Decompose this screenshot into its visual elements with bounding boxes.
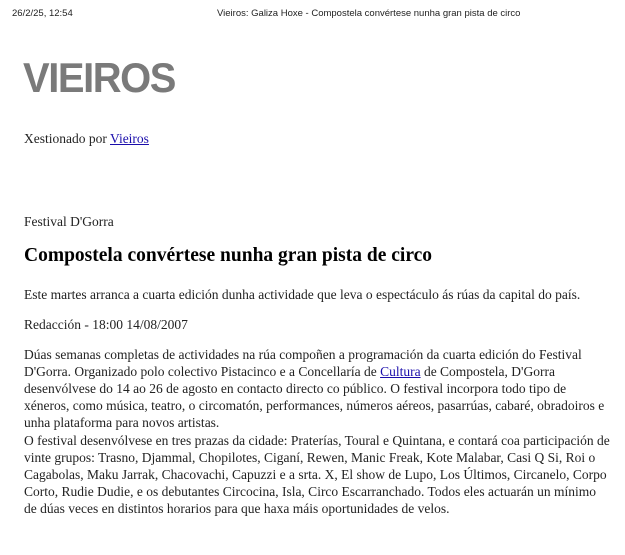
article-headline: Compostela convértese nunha gran pista de circo: [24, 245, 433, 266]
vieiros-logo[interactable]: [23, 57, 183, 97]
logo-text: VIEIROS: [23, 57, 176, 97]
print-date: 26/2/25, 12:54: [12, 8, 73, 19]
print-header: [12, 8, 613, 22]
print-page-title: Vieiros: Galiza Hoxe - Compostela convértese nunha gran pista de circo: [217, 8, 521, 19]
cultura-link[interactable]: Cultura: [380, 364, 421, 379]
article-paragraph-1: [24, 346, 612, 431]
paragraph-1-text-start: Dúas semanas completas de actividades na rúa compoñen a programación da cuarta edición do Festival D'Gorra. Organizado polo colectivo Pistacinco e a Concellaría de: [24, 347, 582, 379]
article-lead: Este martes arranca a cuarta edición dunha actividade que leva o espectáculo ás rúas da capital do país.: [24, 287, 581, 302]
managed-by-label: Xestionado por: [24, 131, 107, 146]
vieiros-link[interactable]: Vieiros: [110, 131, 149, 146]
article-byline: Redacción - 18:00 14/08/2007: [24, 317, 188, 332]
article-paragraph-2: O festival desenvólvese en tres prazas da cidade: Praterías, Toural e Quintana, e contará coa participación de vinte grupos: Trasno, Djammal, Chopilotes, Ciganí, Rewen, Manic Freak, Kote Malabar, Casi Q Si, Roi o Cagabolas, Maku Jarrak, Chacovachi, Capuzzi e a srta. X, El show de Lupo, Los Últimos, Circanelo, Corpo Corto, Rudie Dudie, e os debutantes Circocina, Isla, Circo Escarranchado. Todos eles actuarán un mínimo de dúas veces en distintos horarios para que haxa máis oportunidades de velos.: [24, 433, 610, 516]
section-label: Festival D'Gorra: [24, 214, 114, 229]
paragraph-1-text-end: de Compostela, D'Gorra desenvólvese do 14 ao 26 de agosto en contacto directo co público. O festival incorpora todo tipo de xéneros, como música, teatro, o circomatón, performances, números aéreos, pasarrúas, cabaré, obradoiros e unha plataforma para novos artistas.: [24, 364, 605, 430]
managed-by: [24, 131, 149, 147]
